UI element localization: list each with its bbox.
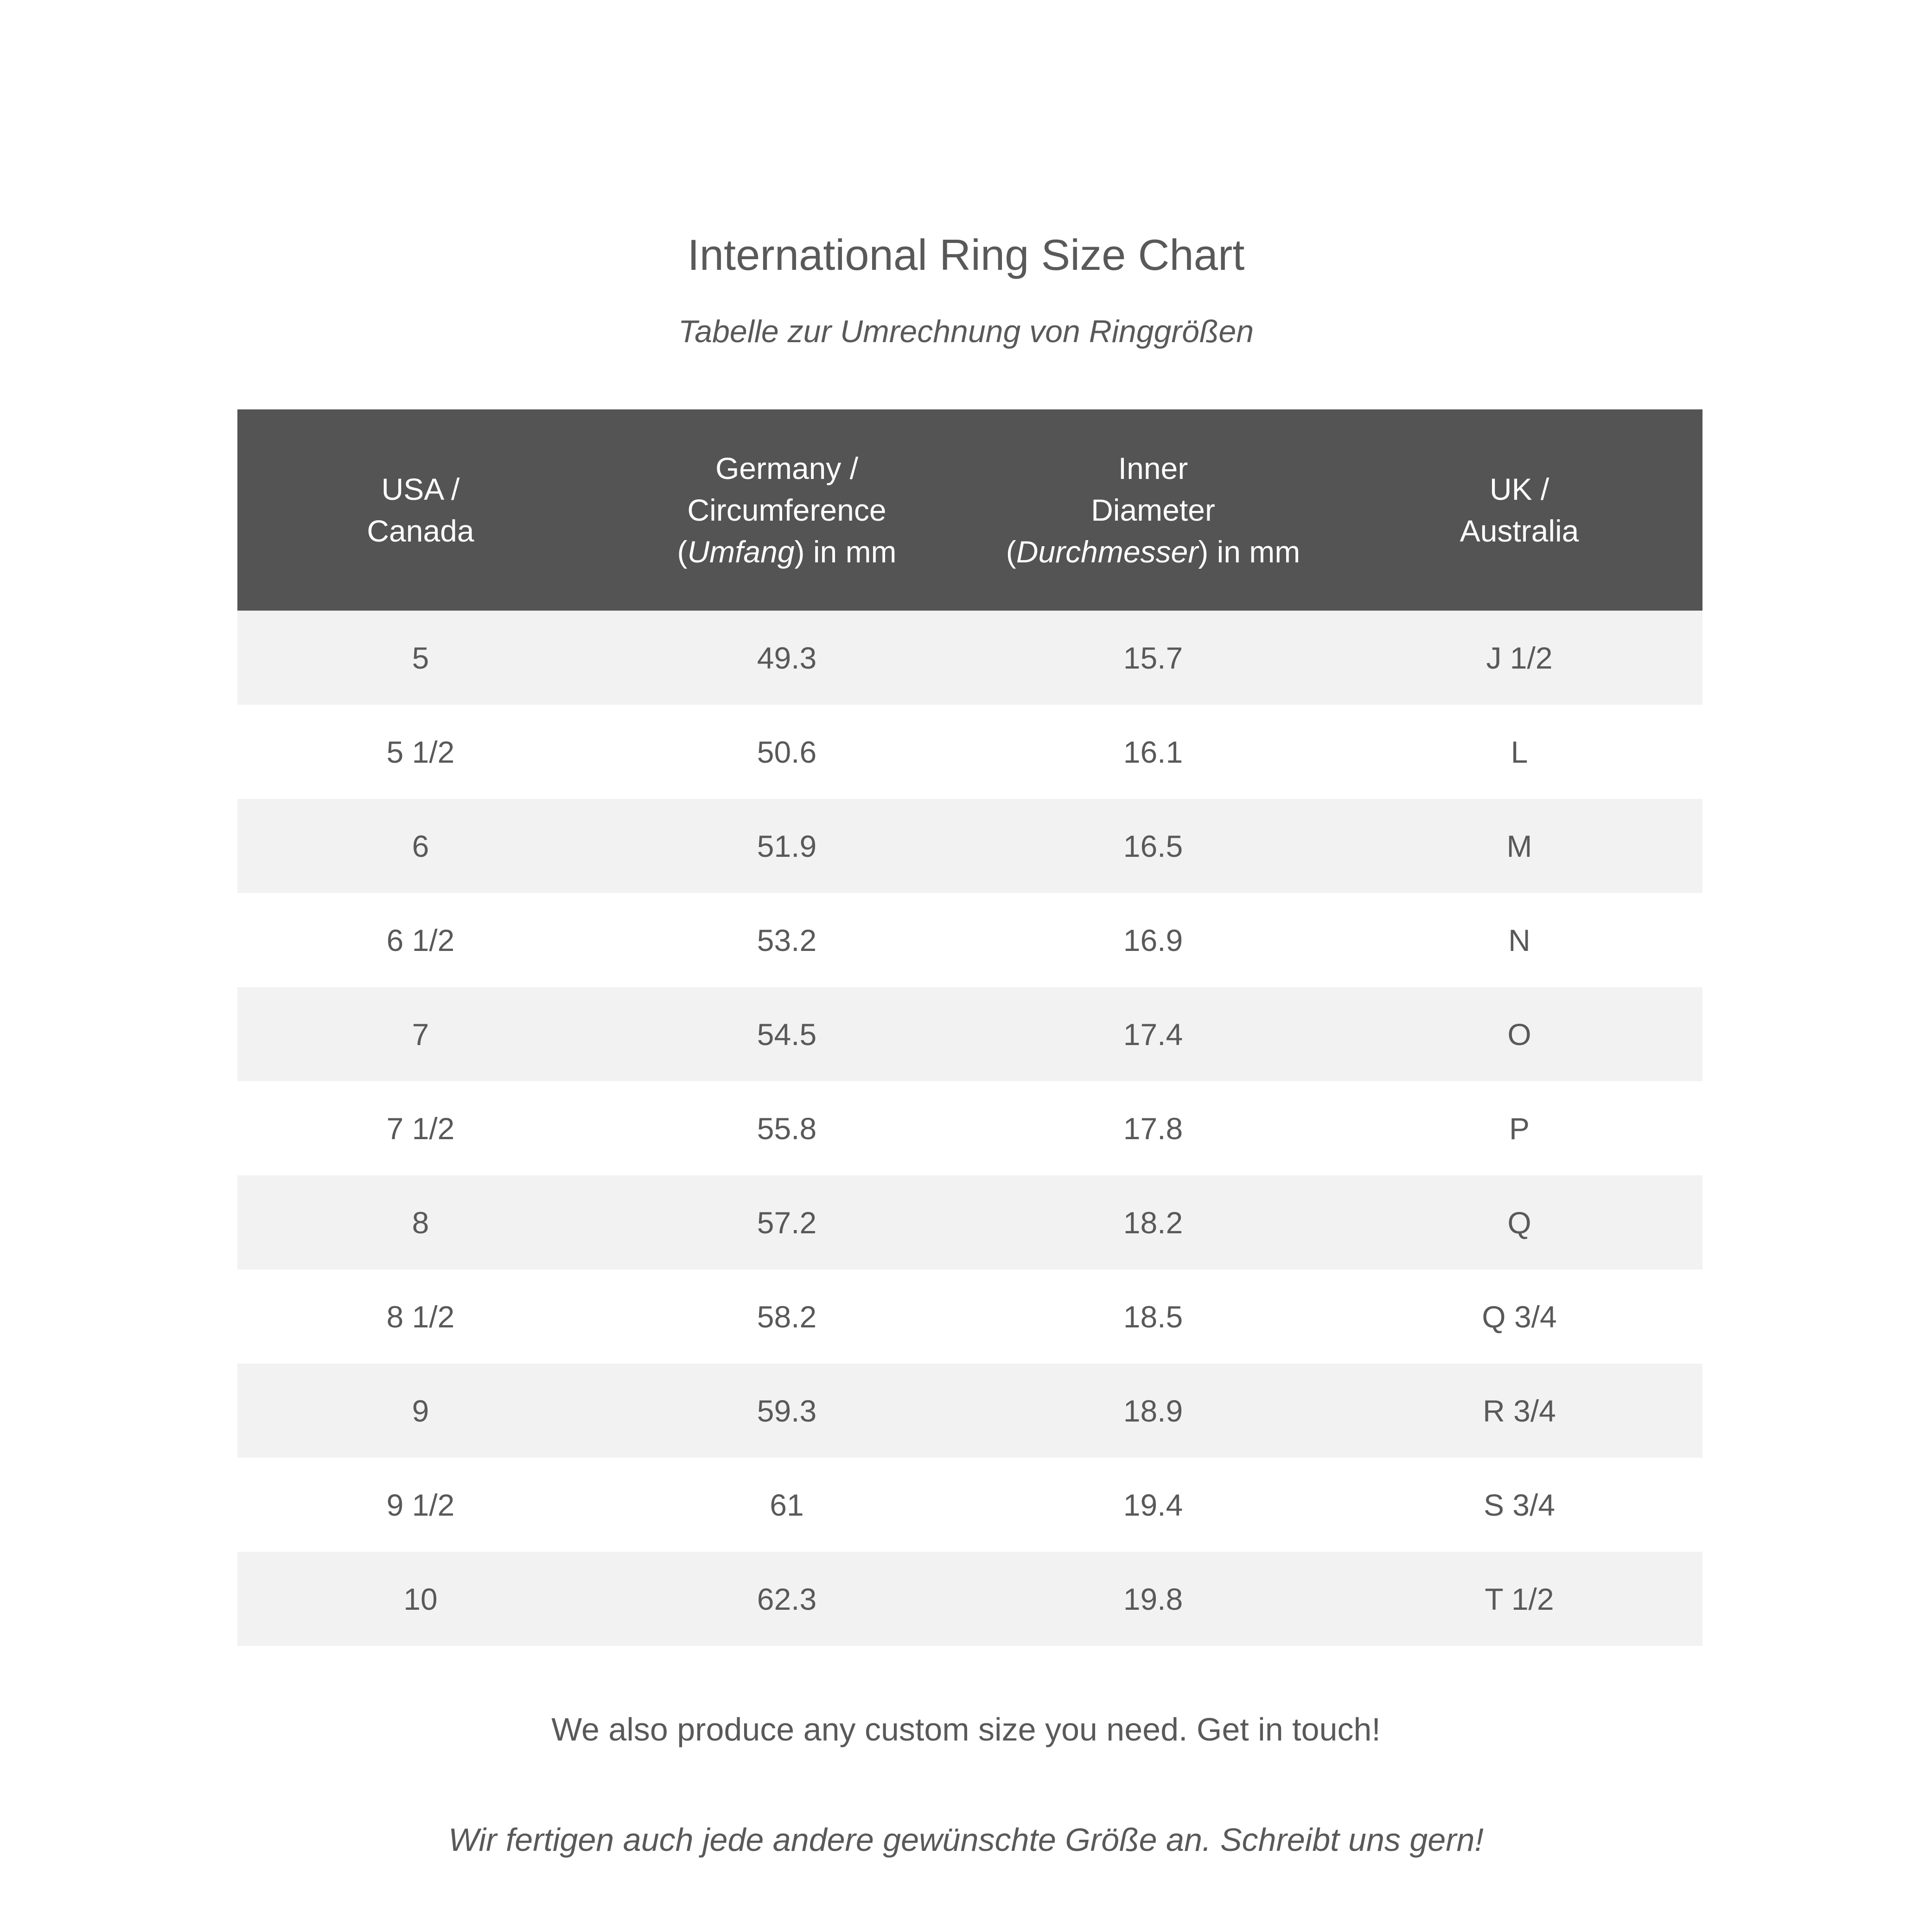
header-uk-australia [1336,409,1702,611]
header-inner-paren-close: ) in mm [1198,535,1301,569]
table-row [237,893,1702,987]
page-subtitle: Tabelle zur Umrechnung von Ringgrößen [678,314,1254,349]
header-inner-italic: Durchmesser [1016,535,1199,569]
cell-circumference: 61 [770,1487,804,1522]
cell-usa: 8 [412,1205,429,1240]
header-inner-paren-open: ( [1006,535,1016,569]
header-germany-paren-open: ( [677,535,688,569]
table-row [237,1364,1702,1458]
cell-circumference: 58.2 [757,1299,817,1334]
cell-usa: 8 1/2 [386,1299,455,1334]
cell-uk: Q [1507,1205,1531,1240]
cell-uk: S 3/4 [1483,1487,1556,1522]
header-germany-line2: Circumference [687,493,886,527]
cell-diameter: 19.4 [1123,1487,1183,1522]
cell-uk: J 1/2 [1486,640,1553,675]
cell-circumference: 49.3 [757,640,817,675]
footer-note-english: We also produce any custom size you need. Get in touch! [551,1711,1381,1747]
table-row [237,611,1702,705]
header-germany-circumference [604,409,970,611]
cell-usa: 6 [412,829,429,863]
cell-uk: Q 3/4 [1482,1299,1557,1334]
cell-uk: L [1511,734,1528,769]
table-row [237,1175,1702,1269]
cell-usa: 5 1/2 [386,734,455,769]
cell-circumference: 59.3 [757,1393,817,1428]
ring-size-table [237,409,1702,1646]
cell-diameter: 19.8 [1123,1581,1183,1616]
table-header-row [237,409,1702,611]
cell-uk: R 3/4 [1483,1393,1556,1428]
cell-usa: 7 [412,1017,429,1052]
table-row [237,799,1702,893]
header-germany-italic: Umfang [687,535,795,569]
table-row [237,1458,1702,1552]
header-germany-paren-close: ) in mm [794,535,897,569]
cell-circumference: 54.5 [757,1017,817,1052]
cell-circumference: 62.3 [757,1581,817,1616]
header-germany-line3 [677,531,896,573]
cell-usa: 10 [403,1581,438,1616]
header-inner-diameter [970,409,1336,611]
cell-diameter: 18.9 [1123,1393,1183,1428]
cell-circumference: 50.6 [757,734,817,769]
cell-diameter: 16.9 [1123,923,1183,957]
header-germany-line1: Germany / [715,451,859,485]
header-inner-line2: Diameter [1091,493,1215,527]
cell-circumference: 57.2 [757,1205,817,1240]
header-inner-line1: Inner [1118,451,1188,485]
cell-uk: N [1508,923,1530,957]
cell-usa: 6 1/2 [386,923,455,957]
page-title: International Ring Size Chart [687,230,1245,279]
table-row [237,987,1702,1081]
header-uk-line2: Australia [1460,514,1579,548]
header-uk-line1: UK / [1489,472,1549,506]
footer-note-german: Wir fertigen auch jede andere gewünschte Größe an. Schreibt uns gern! [448,1822,1484,1858]
cell-diameter: 15.7 [1123,640,1183,675]
table-row [237,1269,1702,1364]
table-row [237,705,1702,799]
cell-uk: O [1507,1017,1531,1052]
table-row [237,1552,1702,1646]
cell-circumference: 55.8 [757,1111,817,1146]
cell-usa: 5 [412,640,429,675]
header-usa-line1: USA / [381,472,460,506]
cell-uk: M [1506,829,1532,863]
cell-usa: 9 1/2 [386,1487,455,1522]
cell-circumference: 51.9 [757,829,817,863]
cell-usa: 7 1/2 [386,1111,455,1146]
cell-diameter: 17.4 [1123,1017,1183,1052]
cell-diameter: 16.1 [1123,734,1183,769]
header-usa-line2: Canada [367,514,474,548]
cell-circumference: 53.2 [757,923,817,957]
cell-uk: P [1509,1111,1530,1146]
header-usa-canada [237,409,604,611]
table-row [237,1081,1702,1175]
header-inner-line3 [1006,531,1300,573]
cell-usa: 9 [412,1393,429,1428]
cell-diameter: 16.5 [1123,829,1183,863]
cell-diameter: 18.5 [1123,1299,1183,1334]
cell-uk: T 1/2 [1485,1581,1554,1616]
cell-diameter: 18.2 [1123,1205,1183,1240]
cell-diameter: 17.8 [1123,1111,1183,1146]
